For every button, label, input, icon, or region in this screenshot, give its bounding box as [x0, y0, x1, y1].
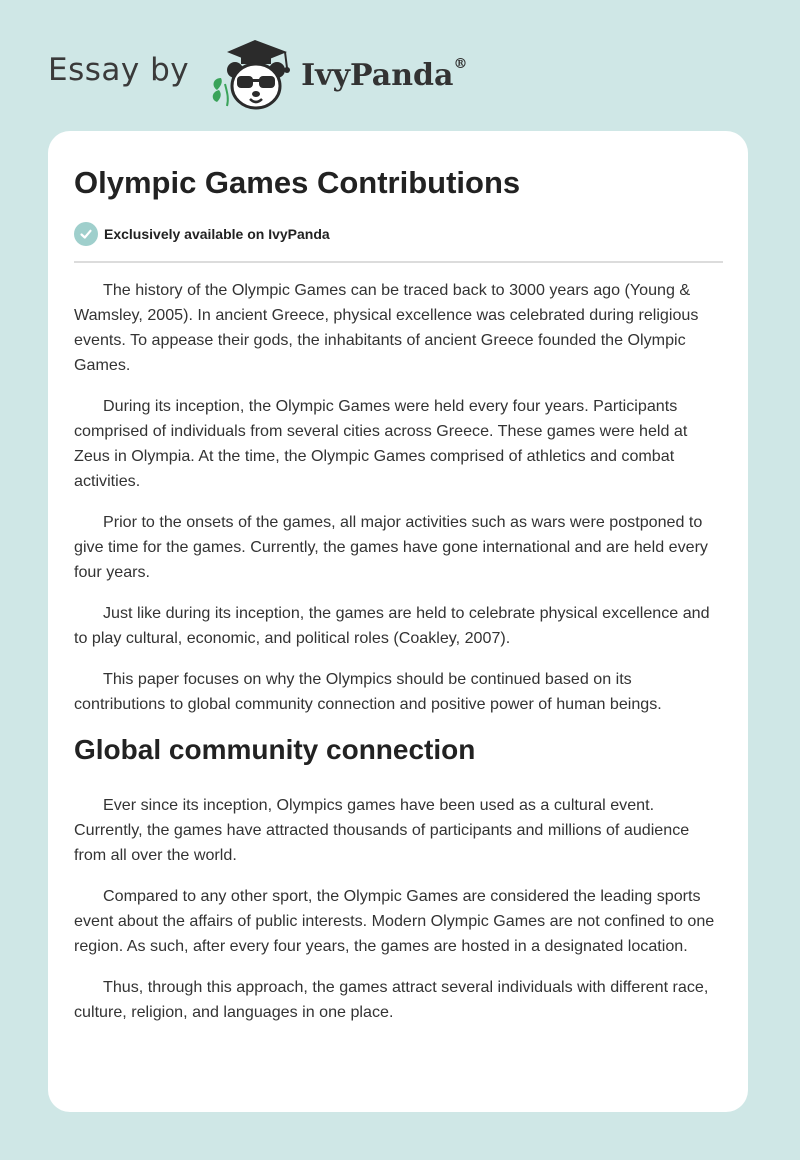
paragraph: This paper focuses on why the Olympics should be continued based on its contributions to global community connection and positive power of human beings.	[74, 670, 662, 713]
essay-by-label: Essay by	[48, 52, 190, 88]
divider	[74, 261, 723, 263]
ivypanda-logo[interactable]	[207, 34, 467, 114]
paragraph: During its inception, the Olympic Games were held every four years. Participants comprised of individuals from several cities across Greece. These games were held at Zeus in Olympia. At the time, the Olympic Games comprised of athletics and combat activities.	[74, 397, 688, 490]
essay-card	[48, 131, 748, 1112]
brand-name: IvyPanda®	[301, 55, 468, 93]
paragraph: Prior to the onsets of the games, all major activities such as wars were postponed to give time for the games. Currently, the games have gone international and are held every four years.	[74, 513, 708, 581]
panda-graduate-icon	[207, 34, 295, 114]
paragraph: Compared to any other sport, the Olympic Games are considered the leading sports event about the affairs of public interests. Modern Olympic Games are not confined to one region. As such, after every four years, the games are hosted in a designated location.	[74, 887, 715, 955]
exclusive-badge	[74, 222, 330, 246]
site-header	[48, 34, 467, 114]
paragraph: Just like during its inception, the games are held to celebrate physical excellence and to play cultural, economic, and political roles (Coakley, 2007).	[74, 604, 710, 647]
exclusive-label: Exclusively available on IvyPanda	[104, 226, 330, 242]
section-heading: Global community connection	[74, 734, 476, 765]
paragraph: Thus, through this approach, the games attract several individuals with different race, culture, religion, and languages in one place.	[74, 978, 709, 1021]
paragraph: Ever since its inception, Olympics games have been used as a cultural event. Currently, the games have attracted thousands of participants and millions of audience from all over the world.	[74, 796, 690, 864]
registered-mark: ®	[453, 55, 468, 72]
essay-body	[74, 278, 723, 1041]
paragraph: The history of the Olympic Games can be traced back to 3000 years ago (Young & Wamsley, 2005). In ancient Greece, physical excellence was celebrated during religious events. To appease their gods, the inhabitants of ancient Greece founded the Olympic Games.	[74, 281, 699, 374]
essay-title: Olympic Games Contributions	[74, 165, 521, 200]
check-icon	[74, 222, 98, 246]
